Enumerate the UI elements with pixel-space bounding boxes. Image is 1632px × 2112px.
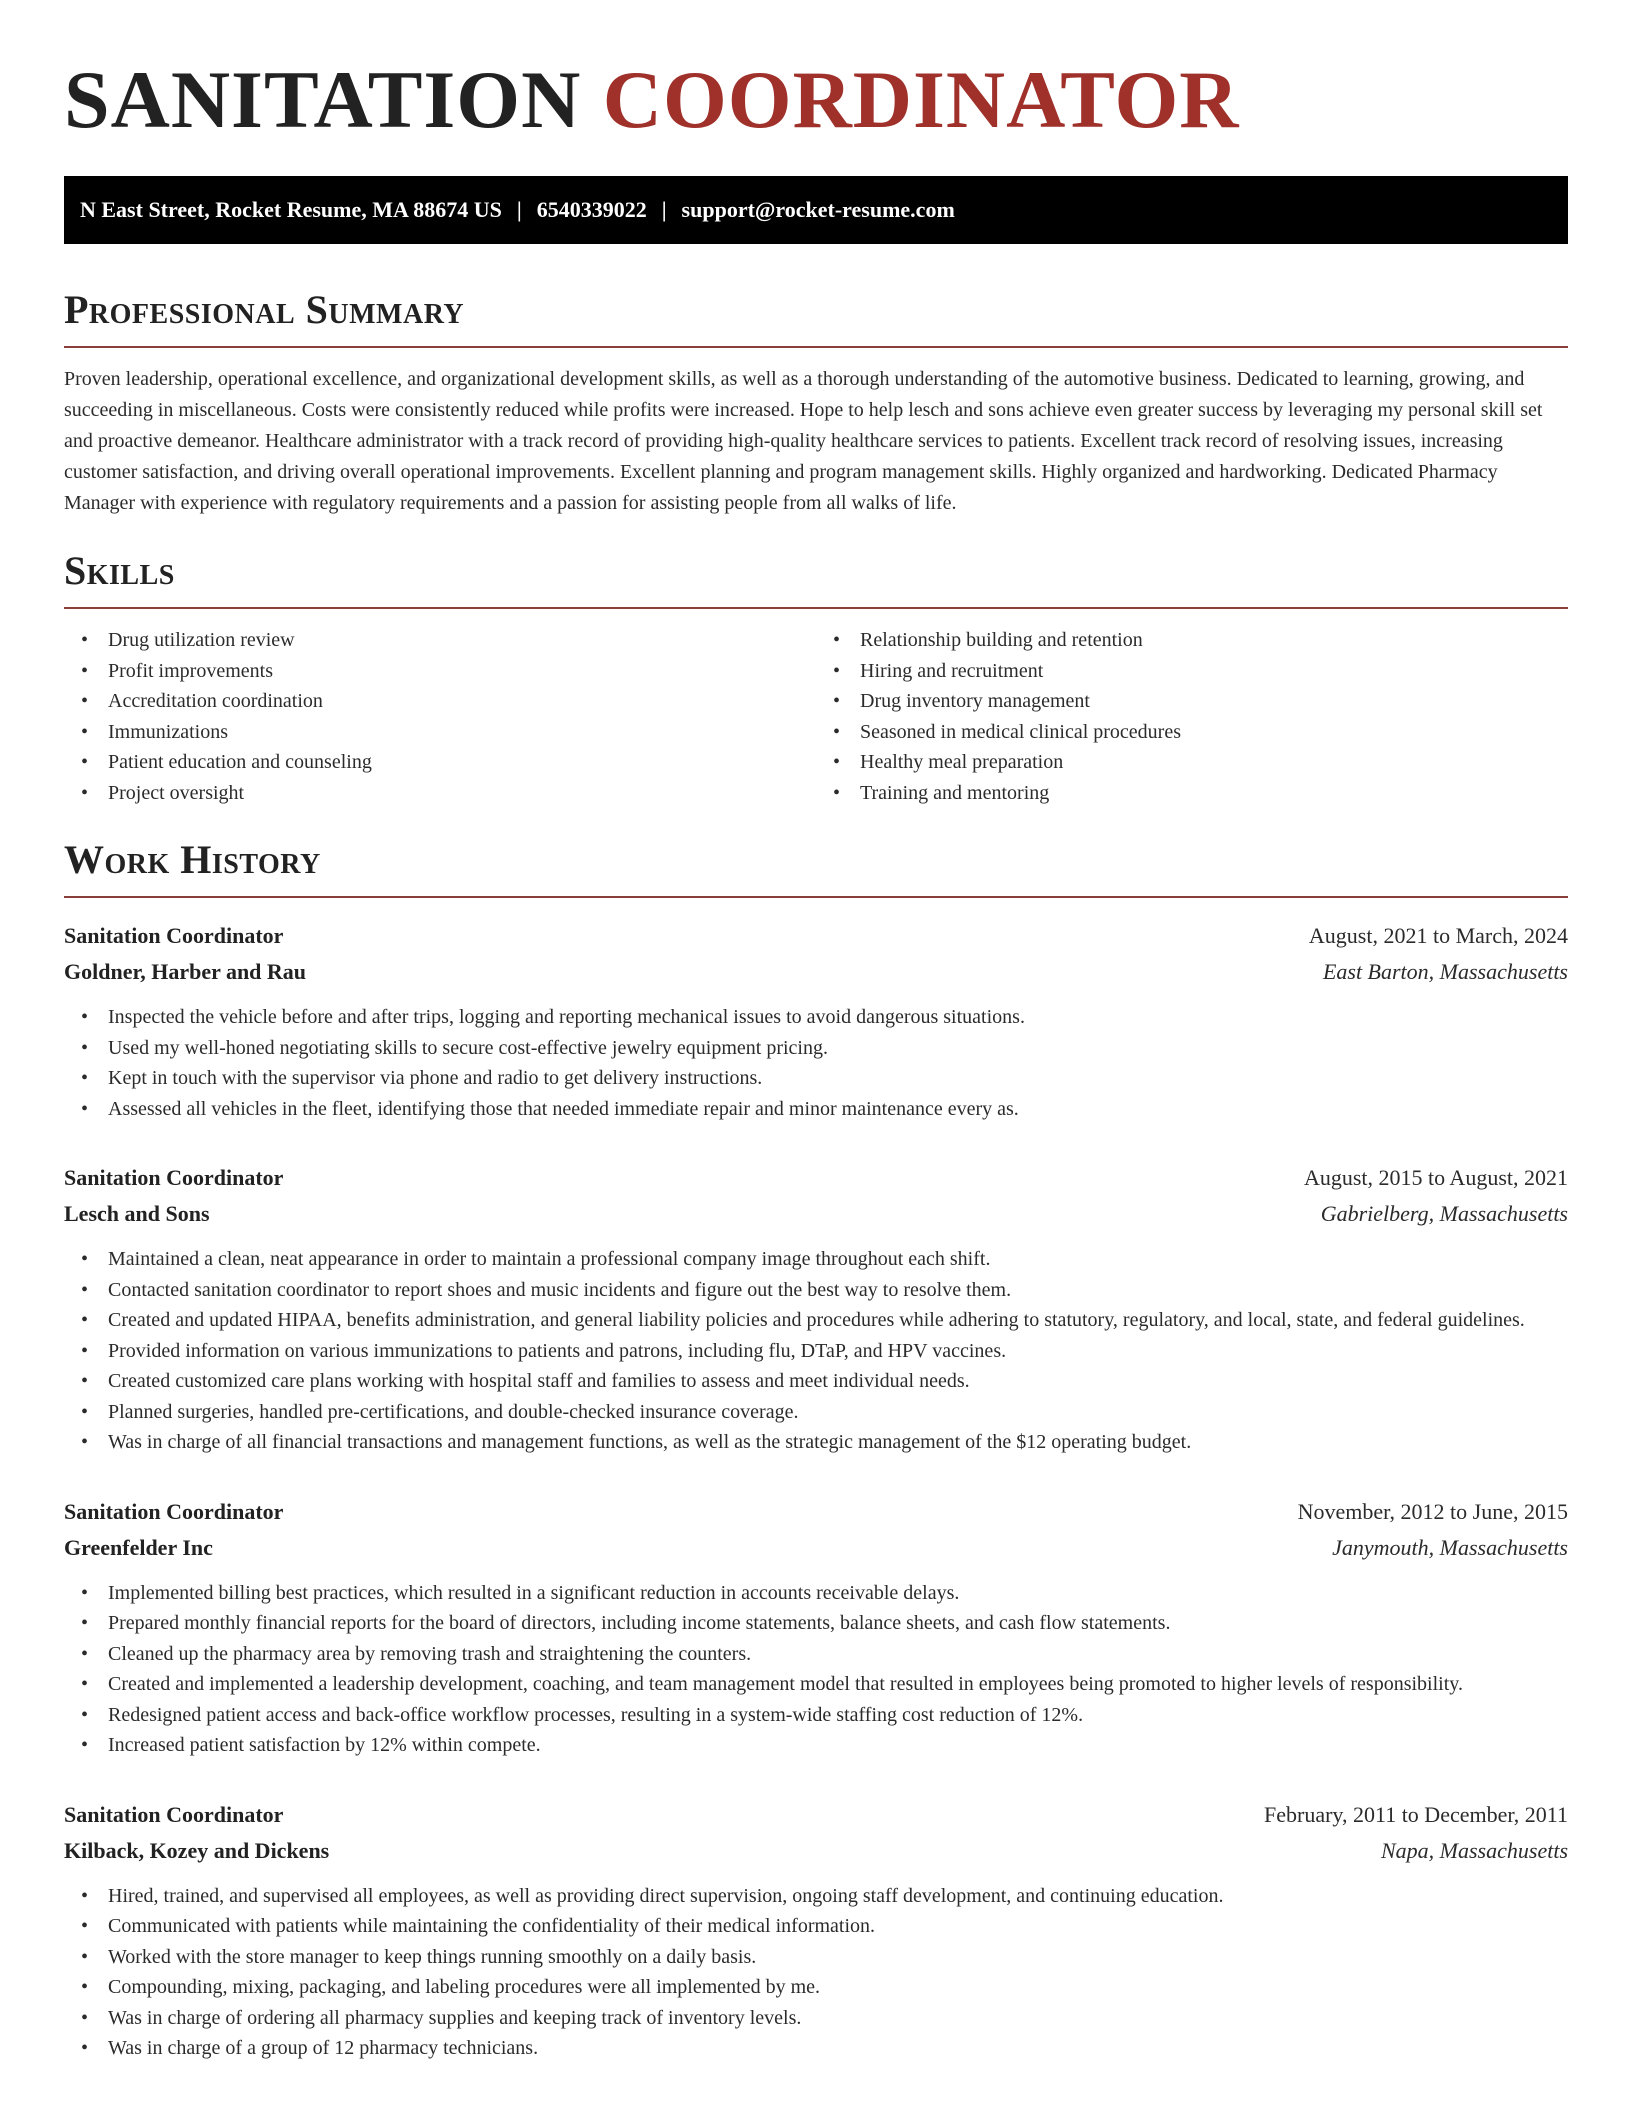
section-title-summary: Professional Summary — [64, 287, 465, 332]
job-bullet: • Implemented billing best practices, which resulted in a significant reduction in accounts receivable delays. — [108, 1578, 1568, 1609]
contact-phone[interactable]: 6540339022 — [536, 197, 647, 222]
skill-item: • Drug utilization review — [108, 625, 816, 656]
job-bullet: • Cleaned up the pharmacy area by removing trash and straightening the counters. — [108, 1639, 1568, 1670]
skill-item: • Training and mentoring — [860, 778, 1568, 809]
contact-address: N East Street, Rocket Resume, MA 88674 US — [80, 197, 502, 222]
section-title-work-history: Work History — [64, 837, 321, 882]
job-bullet: • Was in charge of ordering all pharmacy supplies and keeping track of inventory levels. — [108, 2003, 1568, 2034]
job-bullet: • Was in charge of all financial transactions and management functions, as well as the strategic management of the $12 operating budget. — [108, 1427, 1568, 1458]
job-title: Sanitation Coordinator — [64, 1801, 284, 1827]
job-location: East Barton, Massachusetts — [1322, 959, 1568, 984]
job-bullet: • Used my well-honed negotiating skills to secure cost-effective jewelry equipment pricing. — [108, 1033, 1568, 1064]
job-bullet: • Created customized care plans working with hospital staff and families to assess and meet individual needs. — [108, 1366, 1568, 1397]
work-history-section — [64, 836, 1568, 2064]
job-bullet: • Redesigned patient access and back-office workflow processes, resulting in a system-wide staffing cost reduction of 12%. — [108, 1700, 1568, 1731]
section-divider — [64, 607, 1568, 609]
name-first: SANITATION — [64, 54, 582, 145]
job-bullet: • Worked with the store manager to keep things running smoothly on a daily basis. — [108, 1942, 1568, 1973]
job-bullet: • Contacted sanitation coordinator to report shoes and music incidents and figure out the best way to resolve them. — [108, 1275, 1568, 1306]
skill-item: • Drug inventory management — [860, 686, 1568, 717]
job-bullet: • Kept in touch with the supervisor via phone and radio to get delivery instructions. — [108, 1063, 1568, 1094]
section-title-skills: Skills — [64, 548, 175, 593]
job-title: Sanitation Coordinator — [64, 923, 284, 948]
job-entry — [64, 1160, 1568, 1458]
summary-text: Proven leadership, operational excellence, and organizational development skills, as well as a thorough understanding of the automotive business. Dedicated to learning, growing, and succeeding in miscellaneous. Costs were consistently reduced while profits were increased. Hope to help lesch and sons achieve even greater success by leveraging my personal skill set and proactive demeanor. Healthcare administrator with a track record of providing high-quality healthcare services to patients. Excellent track record of resolving issues, increasing customer satisfaction, and driving overall operational improvements. Excellent planning and program management skills. Highly organized and hardworking. Dedicated Pharmacy Manager with experience with regulatory requirements and a passion for assisting people from all walks of life. — [64, 368, 1543, 514]
job-dates: November, 2012 to June, 2015 — [1297, 1498, 1568, 1524]
job-location: Gabrielberg, Massachusetts — [1320, 1201, 1568, 1226]
job-bullet: • Created and updated HIPAA, benefits administration, and general liability policies and procedures while adhering to statutory, regulatory, and local, state, and federal guidelines. — [108, 1305, 1568, 1336]
skills-list-left — [64, 625, 816, 808]
professional-summary-section — [64, 286, 1568, 519]
skills-list-right — [816, 625, 1568, 808]
job-entry — [64, 1494, 1568, 1761]
job-entry — [64, 1797, 1568, 2064]
contact-separator: | — [661, 197, 667, 222]
job-bullets — [64, 1244, 1568, 1458]
section-divider — [64, 346, 1568, 348]
job-bullet: • Prepared monthly financial reports for the board of directors, including income statements, balance sheets, and cash flow statements. — [108, 1608, 1568, 1639]
job-bullets — [64, 1002, 1568, 1124]
skill-item: • Immunizations — [108, 717, 816, 748]
job-company: Kilback, Kozey and Dickens — [64, 1837, 330, 1863]
job-bullets — [64, 1578, 1568, 1761]
skill-item: • Project oversight — [108, 778, 816, 809]
job-company: Greenfelder Inc — [64, 1534, 213, 1560]
section-divider — [64, 896, 1568, 898]
skill-item: • Profit improvements — [108, 656, 816, 687]
job-bullet: • Was in charge of a group of 12 pharmacy technicians. — [108, 2033, 1568, 2064]
job-location: Janymouth, Massachusetts — [1332, 1534, 1568, 1560]
job-title: Sanitation Coordinator — [64, 1165, 284, 1190]
job-dates: February, 2011 to December, 2011 — [1264, 1801, 1568, 1827]
job-company: Lesch and Sons — [64, 1201, 210, 1226]
job-bullet: • Hired, trained, and supervised all employees, as well as providing direct supervision, ongoing staff development, and continuing education. — [108, 1881, 1568, 1912]
job-dates: August, 2021 to March, 2024 — [1308, 923, 1568, 948]
job-bullet: • Maintained a clean, neat appearance in order to maintain a professional company image throughout each shift. — [108, 1244, 1568, 1275]
job-bullet: • Created and implemented a leadership development, coaching, and team management model that resulted in employees being promoted to higher levels of responsibility. — [108, 1669, 1568, 1700]
job-dates: August, 2015 to August, 2021 — [1303, 1165, 1568, 1190]
job-bullet: • Communicated with patients while maintaining the confidentiality of their medical information. — [108, 1911, 1568, 1942]
job-company: Goldner, Harber and Rau — [64, 959, 307, 984]
name-last: COORDINATOR — [602, 54, 1240, 145]
job-bullets — [64, 1881, 1568, 2064]
contact-email[interactable]: support@rocket-resume.com — [681, 197, 955, 222]
job-bullet: • Planned surgeries, handled pre-certifications, and double-checked insurance coverage. — [108, 1397, 1568, 1428]
resume-name — [64, 0, 1568, 144]
skill-item: • Seasoned in medical clinical procedures — [860, 717, 1568, 748]
contact-separator: | — [516, 197, 522, 222]
job-title: Sanitation Coordinator — [64, 1498, 284, 1524]
skills-columns — [64, 625, 1568, 808]
skill-item: • Patient education and counseling — [108, 747, 816, 778]
skill-item: • Relationship building and retention — [860, 625, 1568, 656]
skill-item: • Healthy meal preparation — [860, 747, 1568, 778]
skill-item: • Accreditation coordination — [108, 686, 816, 717]
skill-item: • Hiring and recruitment — [860, 656, 1568, 687]
job-location: Napa, Massachusetts — [1381, 1837, 1568, 1863]
job-entry — [64, 918, 1568, 1124]
job-bullet: • Inspected the vehicle before and after trips, logging and reporting mechanical issues to avoid dangerous situations. — [108, 1002, 1568, 1033]
skills-section — [64, 547, 1568, 808]
job-bullet: • Compounding, mixing, packaging, and labeling procedures were all implemented by me. — [108, 1972, 1568, 2003]
contact-bar — [64, 176, 1568, 244]
job-bullet: • Provided information on various immunizations to patients and patrons, including flu, DTaP, and HPV vaccines. — [108, 1336, 1568, 1367]
job-bullet: • Assessed all vehicles in the fleet, identifying those that needed immediate repair and minor maintenance every as. — [108, 1094, 1568, 1125]
job-bullet: • Increased patient satisfaction by 12% within compete. — [108, 1730, 1568, 1761]
